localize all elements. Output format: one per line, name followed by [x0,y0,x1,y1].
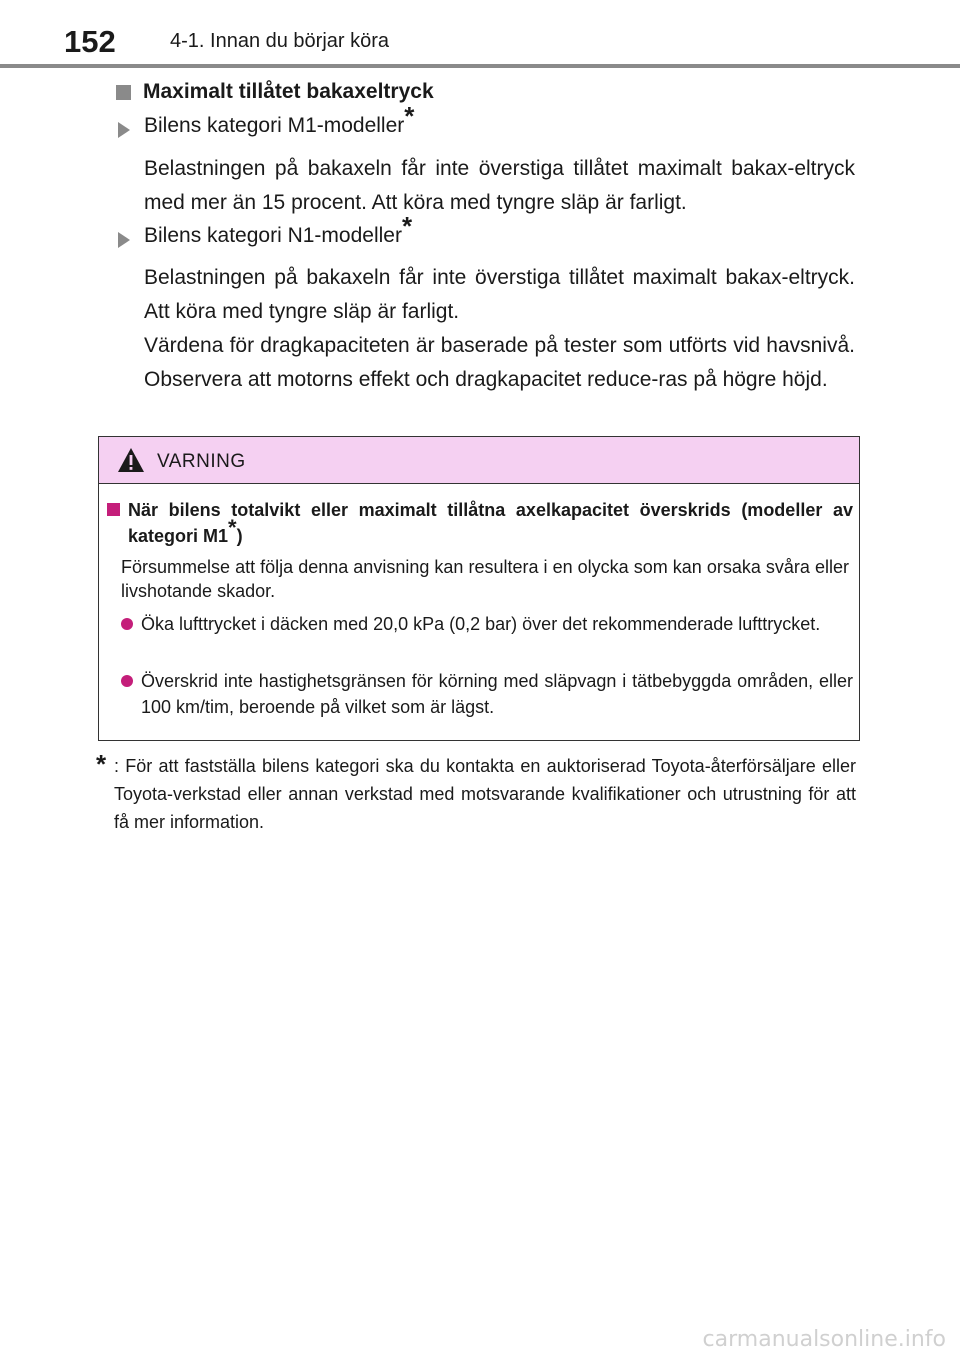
header-divider [0,64,960,68]
footnote [96,749,856,836]
warning-triangle-icon [117,447,145,473]
subheading-n1-label: Bilens kategori N1-modeller [144,224,402,247]
paragraph-altitude: Värdena för dragkapaciteten är baserade på tester som utförts vid havsnivå. Observera att motorns effekt och dragkapacitet reduce-ras på högre höjd. [144,334,855,391]
warning-label: VARNING [157,451,246,472]
square-bullet-icon [107,503,120,516]
warning-title-text: När bilens totalvikt eller maximalt tillåtna axelkapacitet överskrids (modeller av kategori M1 [128,500,853,546]
warning-text: Försummelse att följa denna anvisning kan resultera i en olycka som kan orsaka svåra eller livshotande skador. [121,557,849,601]
chapter-title: 4-1. Innan du börjar köra [170,30,390,52]
section-title: Maximalt tillåtet bakaxeltryck [143,80,434,103]
page-header [0,0,960,70]
warning-bullet-text: Överskrid inte hastighetsgränsen för körning med släpvagn i tätbebyggda områden, eller 100 km/tim, beroende på vilket som är lägst. [141,671,853,717]
subheading-m1: Bilens kategori M1-modeller * [118,114,414,138]
subheading-n1: Bilens kategori N1-modeller * [118,224,412,248]
warning-title [107,497,853,549]
page-number: 152 [64,24,116,59]
subheading-m1-label: Bilens kategori M1-modeller [144,114,405,137]
footnote-asterisk: * [96,749,107,779]
warning-header [99,437,859,484]
round-bullet-icon [121,675,133,687]
warning-bullet [121,668,853,720]
warning-title-end: ) [236,526,243,546]
section-heading [116,80,434,104]
warning-bullet [121,611,853,637]
footnote-text: : För att fastställa bilens kategori ska du kontakta en auktoriserad Toyota-återförsäljare eller Toyota-verkstad eller annan verkstad med motsvarande kvalifikationer och utrustning för att få mer information. [114,756,856,832]
asterisk-mark: * [228,515,237,540]
paragraph-n1: Belastningen på bakaxeln får inte överstiga tillåtet maximalt bakax-eltryck. Att köra med tyngre släp är farligt. [144,266,855,323]
paragraph-m1: Belastningen på bakaxeln får inte överstiga tillåtet maximalt bakax-eltryck med mer än 15 procent. Att köra med tyngre släp är farligt. [144,157,855,214]
warning-box [98,436,860,741]
square-bullet-icon [116,85,131,100]
triangle-bullet-icon [118,232,130,248]
triangle-bullet-icon [118,122,130,138]
round-bullet-icon [121,618,133,630]
warning-bullet-text: Öka lufttrycket i däcken med 20,0 kPa (0,2 bar) över det rekommenderade lufttrycket. [141,614,821,634]
watermark: carmanualsonline.info [702,1327,946,1352]
